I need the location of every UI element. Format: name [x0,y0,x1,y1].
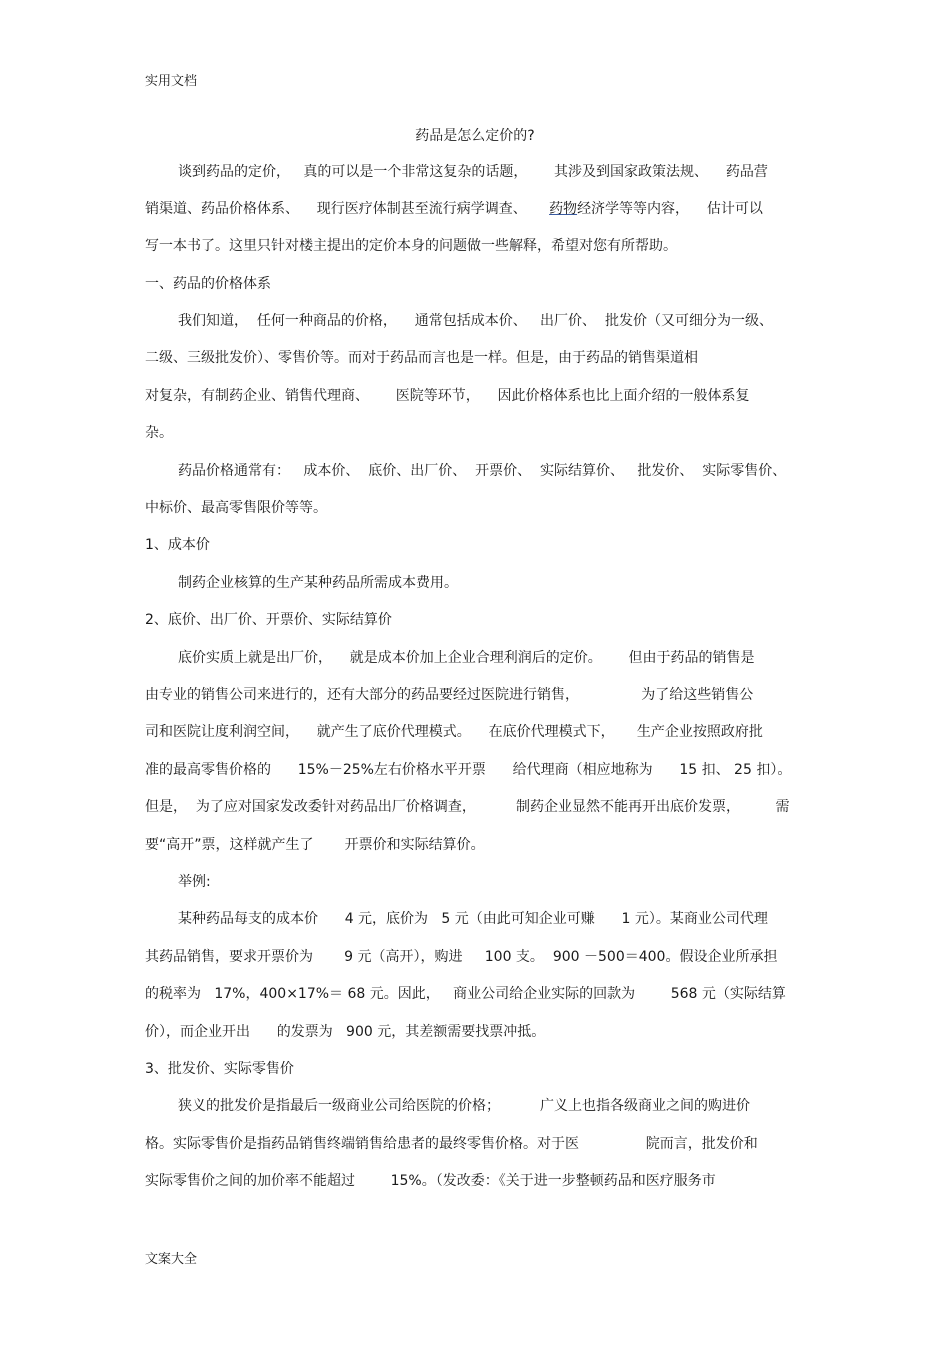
paragraph-line: 我们知道， 任何一种商品的价格， 通常包括成本价、 出厂价、 批发价（又可细分为一级、 [178,313,773,329]
section-heading: 2、底价、出厂价、开票价、实际结算价 [145,612,392,628]
section-heading: 3、批发价、实际零售价 [145,1061,294,1077]
paragraph-line: 狭义的批发价是指最后一级商业公司给医院的价格； 广义上也指各级商业之间的购进价 [178,1098,751,1114]
document-title: 药品是怎么定价的? [415,128,535,144]
page-footer: 文案大全 [145,1252,198,1267]
paragraph-line: 司和医院让度利润空间， 就产生了底价代理模式。 在底价代理模式下， 生产企业按照政府批 [145,724,763,740]
paragraph-line: 中标价、最高零售限价等等。 [145,500,327,516]
paragraph-line: 的税率为 17%，400×17%＝ 68 元。因此， 商业公司给企业实际的回款为 568 元（实际结算 [145,986,786,1002]
paragraph-line: 要“高开”票，这样就产生了 开票价和实际结算价。 [145,837,485,853]
paragraph-line: 格。实际零售价是指药品销售终端销售给患者的最终零售价格。对于医 院而言，批发价和 [145,1136,758,1152]
paragraph-line: 药品价格通常有： 成本价、 底价、出厂价、 开票价、 实际结算价、 批发价、 实际零售价、 [178,463,787,479]
paragraph-line: 准的最高零售价格的 15%－25%左右价格水平开票 给代理商（相应地称为 15 扣、 25 扣）。 [145,762,792,778]
page-header: 实用文档 [145,74,198,89]
paragraph-line: 其药品销售，要求开票价为 9 元（高开），购进 100 支。 900 －500＝400。假设企业所承担 [145,949,778,965]
paragraph-line: 销渠道、药品价格体系、 现行医疗体制甚至流行病学调查、 药物经济学等等内容， 估计可以 [145,201,763,217]
paragraph-line: 对复杂，有制药企业、销售代理商、 医院等环节， 因此价格体系也比上面介绍的一般体系复 [145,388,750,404]
paragraph-line: 举例: [178,874,211,890]
paragraph-line: 价），而企业开出 的发票为 900 元，其差额需要找票冲抵。 [145,1024,546,1040]
paragraph-line: 二级、三级批发价）、零售价等。而对于药品而言也是一样。但是，由于药品的销售渠道相 [145,350,698,366]
paragraph-line: 杂。 [145,425,173,441]
paragraph-line: 实际零售价之间的加价率不能超过 15%。（发改委：《关于进一步整顿药品和医疗服务市 [145,1173,716,1189]
hyperlink-yaowu[interactable]: 药物 [549,201,578,217]
paragraph-line: 谈到药品的定价， 真的可以是一个非常这复杂的话题， 其涉及到国家政策法规、 药品营 [178,164,768,180]
paragraph-line: 某种药品每支的成本价 4 元，底价为 5 元（由此可知企业可赚 1 元）。某商业公司代理 [178,911,768,927]
paragraph-line: 但是， 为了应对国家发改委针对药品出厂价格调查， 制药企业显然不能再开出底价发票， 需 [145,799,790,815]
section-heading: 1、成本价 [145,537,210,553]
paragraph-line: 写一本书了。这里只针对楼主提出的定价本身的问题做一些解释，希望对您有所帮助。 [145,238,677,254]
paragraph-line: 由专业的销售公司来进行的，还有大部分的药品要经过医院进行销售， 为了给这些销售公 [145,687,754,703]
paragraph-line: 底价实质上就是出厂价， 就是成本价加上企业合理利润后的定价。 但由于药品的销售是 [178,650,755,666]
section-heading: 一、药品的价格体系 [145,276,271,292]
paragraph-line: 制药企业核算的生产某种药品所需成本费用。 [178,575,458,591]
